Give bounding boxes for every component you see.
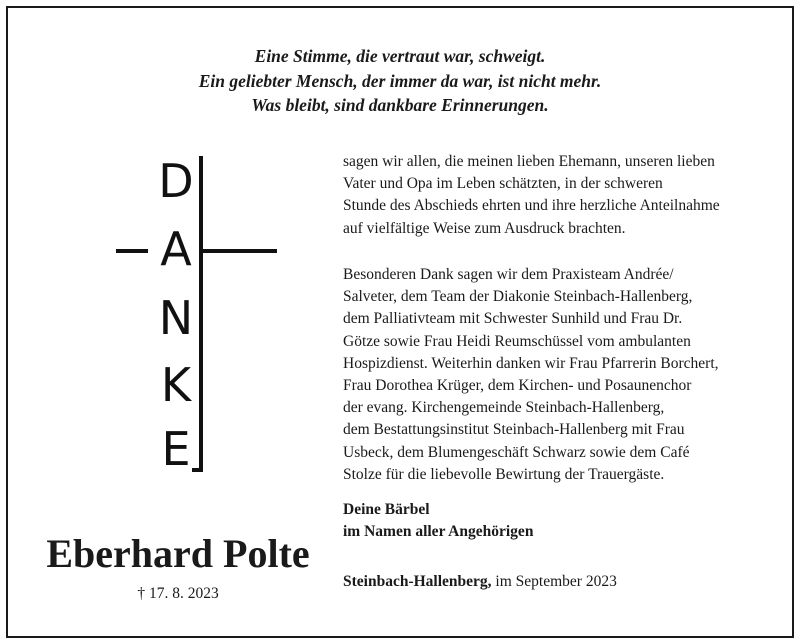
- signature-family: im Namen aller Angehörigen: [343, 523, 534, 541]
- text-line: Stunde des Abschieds ehrten und ihre herzliche Anteilnahme: [343, 197, 720, 215]
- thanks-paragraph-2: [343, 264, 773, 486]
- place-town: Steinbach-Hallenberg,: [343, 573, 492, 590]
- motto-line: Was bleibt, sind dankbare Erinnerungen.: [251, 95, 549, 115]
- text-line: Stolze für die liebevolle Bewirtung der Trauergäste.: [343, 465, 665, 483]
- cross-horizontal-right: [199, 249, 277, 253]
- cross-horizontal-left: [116, 249, 148, 253]
- danke-letter: E: [161, 422, 191, 476]
- text-line: dem Bestattungsinstitut Steinbach-Hallenberg mit Frau: [343, 421, 685, 439]
- text-line: Götze sowie Frau Heidi Reumschüssel vom ambulanten: [343, 332, 691, 350]
- danke-cross-graphic: [110, 150, 290, 480]
- death-date: † 17. 8. 2023: [137, 585, 219, 602]
- text-line: Besonderen Dank sagen wir dem Praxisteam Andrée/: [343, 266, 674, 283]
- motto-line: Ein geliebter Mensch, der immer da war, ist nicht mehr.: [198, 70, 602, 91]
- text-line: Frau Dorothea Krüger, dem Kirchen- und Posaunenchor: [343, 377, 692, 395]
- deceased-name: Eberhard Polte: [46, 531, 310, 576]
- danke-letter: K: [160, 358, 192, 412]
- text-line: der evang. Kirchengemeinde Steinbach-Hallenberg,: [343, 399, 665, 417]
- signature-name: Deine Bärbel: [343, 501, 430, 518]
- cross-vertical-bar: [199, 156, 203, 472]
- thanks-paragraph-1: [343, 151, 773, 240]
- danke-letter: N: [158, 291, 194, 345]
- text-line: dem Palliativteam mit Schwester Sunhild und Frau Dr.: [343, 310, 683, 328]
- motto: [0, 44, 800, 118]
- signature: [343, 499, 773, 543]
- danke-letter: D: [158, 154, 194, 208]
- place-date: im September 2023: [491, 573, 617, 590]
- text-line: Salveter, dem Team der Diakonie Steinbach-Hallenberg,: [343, 288, 693, 306]
- text-line: Vater und Opa im Leben schätzten, in der schweren: [343, 175, 663, 193]
- text-line: Usbeck, dem Blumengeschäft Schwarz sowie dem Café: [343, 443, 690, 461]
- danke-letter: A: [160, 222, 192, 276]
- text-line: auf vielfältige Weise zum Ausdruck brachten.: [343, 219, 626, 237]
- text-line: Hospizdienst. Weiterhin danken wir Frau Pfarrerin Borchert,: [343, 354, 719, 372]
- text-line: sagen wir allen, die meinen lieben Ehemann, unseren lieben: [343, 153, 715, 170]
- place-and-date: [343, 571, 773, 593]
- motto-line: Eine Stimme, die vertraut war, schweigt.: [254, 46, 546, 66]
